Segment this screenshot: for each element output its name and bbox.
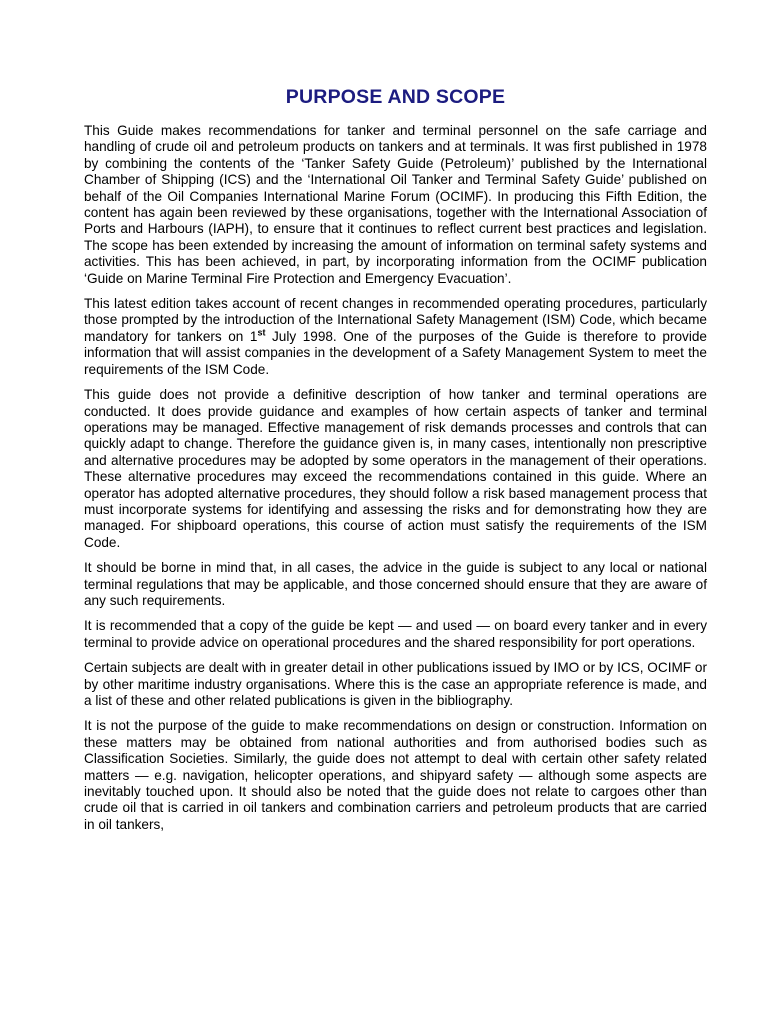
date-ordinal-superscript: st [257, 327, 266, 338]
paragraph-2-text-before: This latest edition takes account of recent changes in recommended operating procedures, particularly those prompted by the introduction of the International Safety Management (ISM) Code, which became mandatory for tankers on 1 [84, 296, 707, 344]
paragraph-6: Certain subjects are dealt with in greater detail in other publications issued by IMO or by ICS, OCIMF or by other maritime industry organisations. Where this is the case an appropriate reference is made, and a list of these and other related publications is given in the bibliography. [84, 660, 707, 708]
page-title: PURPOSE AND SCOPE [285, 86, 506, 108]
paragraph-2 [84, 296, 707, 378]
paragraph-7: It is not the purpose of the guide to make recommendations on design or construction. Information on these matters may be obtained from national authorities and from authorised bodies such as Classification Societies. Similarly, the guide does not attempt to deal with certain other safety related matters — e.g. navigation, helicopter operations, and shipyard safety — although some aspects are inevitably touched upon. It should also be noted that the guide does not relate to cargoes other than crude oil that is carried in oil tankers and combination carriers and petroleum products that are carried in oil tankers, [84, 718, 707, 832]
document-page [84, 86, 707, 842]
paragraph-2-text-after: July 1998. One of the purposes of the Guide is therefore to provide information that will assist companies in the development of a Safety Management System to meet the requirements of the ISM Code. [84, 328, 707, 377]
paragraph-1: This Guide makes recommendations for tanker and terminal personnel on the safe carriage and handling of crude oil and petroleum products on tankers and at terminals. It was first published in 1978 by combining the contents of the ‘Tanker Safety Guide (Petroleum)’ published by the International Chamber of Shipping (ICS) and the ‘International Oil Tanker and Terminal Safety Guide’ published on behalf of the Oil Companies International Marine Forum (OCIMF). In producing this Fifth Edition, the content has again been reviewed by these organisations, together with the International Association of Ports and Harbours (IAPH), to ensure that it continues to reflect current best practices and legislation. The scope has been extended by increasing the amount of information on terminal safety systems and activities. This has been achieved, in part, by incorporating information from the OCIMF publication ‘Guide on Marine Terminal Fire Protection and Emergency Evacuation’. [84, 123, 707, 286]
paragraph-3: This guide does not provide a definitive description of how tanker and terminal operations are conducted. It does provide guidance and examples of how certain aspects of tanker and terminal operations may be managed. Effective management of risk demands processes and controls that can quickly adapt to change. Therefore the guidance given is, in many cases, intentionally non prescriptive and alternative procedures may be adopted by some operators in the management of their operations. These alternative procedures may exceed the recommendations contained in this guide. Where an operator has adopted alternative procedures, they should follow a risk based management process that must incorporate systems for identifying and assessing the risks and for demonstrating how they are managed. For shipboard operations, this course of action must satisfy the requirements of the ISM Code. [84, 387, 707, 550]
paragraph-5: It is recommended that a copy of the guide be kept — and used — on board every tanker and in every terminal to provide advice on operational procedures and the shared responsibility for port operations. [84, 618, 707, 650]
paragraph-4: It should be borne in mind that, in all cases, the advice in the guide is subject to any local or national terminal regulations that may be applicable, and those concerned should ensure that they are aware of any such requirements. [84, 560, 707, 608]
